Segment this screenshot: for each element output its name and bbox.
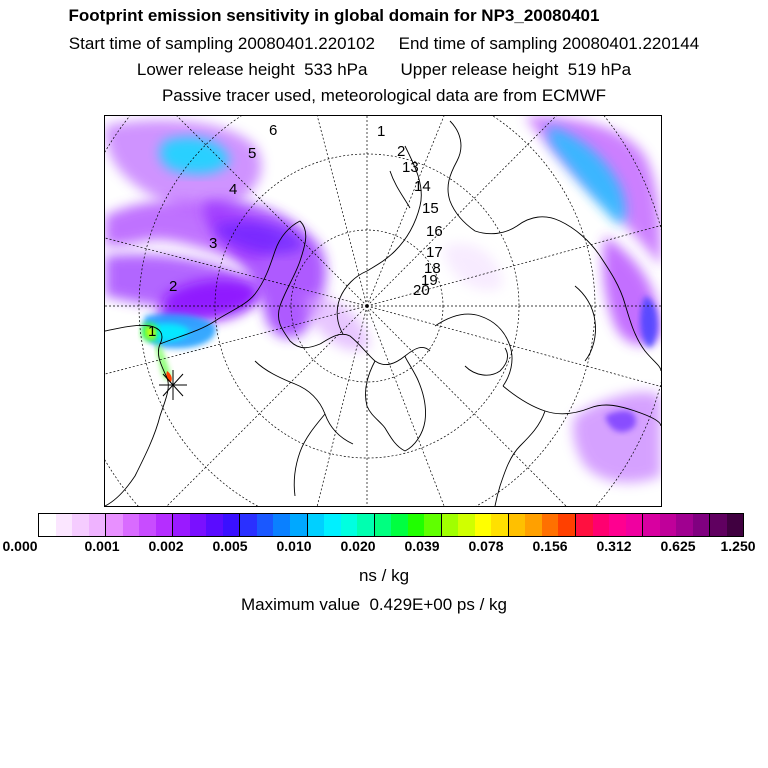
colorbar-segment: [308, 514, 325, 536]
colorbar-segment: [424, 514, 442, 536]
colorbar-segment: [39, 514, 56, 536]
day-marker: 19: [421, 272, 438, 289]
day-marker: 20: [413, 282, 430, 299]
day-marker: 13: [402, 159, 419, 176]
colorbar-segment: [676, 514, 693, 536]
colorbar-tick: 0.039: [404, 538, 440, 554]
colorbar-segment: [89, 514, 107, 536]
colorbar-segment: [106, 514, 123, 536]
colorbar-tick: 0.000: [2, 538, 38, 554]
colorbar-segment: [240, 514, 257, 536]
day-marker: 5: [248, 145, 257, 162]
colorbar-tick: 0.078: [468, 538, 504, 554]
colorbar-unit: ns / kg: [358, 566, 410, 585]
colorbar-segment: [442, 514, 459, 536]
colorbar-tick: 0.156: [532, 538, 568, 554]
colorbar-segment: [375, 514, 392, 536]
colorbar-segment: [357, 514, 375, 536]
colorbar-tick: 0.001: [84, 538, 120, 554]
colorbar-segment: [408, 514, 425, 536]
colorbar: [38, 513, 744, 537]
colorbar-tick-labels: [0, 538, 768, 558]
colorbar-tick: 0.625: [660, 538, 696, 554]
colorbar-segment: [139, 514, 156, 536]
colorbar-segment: [391, 514, 408, 536]
day-marker: 14: [414, 178, 431, 195]
colorbar-segment: [525, 514, 542, 536]
day-marker: 17: [426, 244, 443, 261]
colorbar-segment: [223, 514, 241, 536]
map-canvas: [105, 116, 661, 506]
day-marker: 15: [422, 200, 439, 217]
colorbar-segment: [458, 514, 475, 536]
day-marker: 3: [209, 235, 218, 252]
colorbar-segment: [156, 514, 174, 536]
colorbar-segment: [341, 514, 358, 536]
colorbar-segment: [660, 514, 677, 536]
colorbar-segment: [727, 514, 744, 536]
colorbar-segment: [190, 514, 207, 536]
colorbar-segment: [475, 514, 492, 536]
map-title: Footprint emission sensitivity in global domain for NP3_20080401: [68, 6, 600, 25]
tracer-info-line: Passive tracer used, meteorological data are from ECMWF: [161, 86, 607, 105]
colorbar-segment: [491, 514, 509, 536]
colorbar-segment: [123, 514, 140, 536]
day-marker: 1: [377, 123, 386, 140]
colorbar-segment: [257, 514, 274, 536]
day-marker: 6: [269, 122, 278, 139]
colorbar-segment: [576, 514, 593, 536]
colorbar-tick: 0.002: [148, 538, 184, 554]
colorbar-segment: [693, 514, 711, 536]
release-height-line: Lower release height 533 hPa Upper release height 519 hPa: [136, 60, 632, 79]
colorbar-segment: [710, 514, 727, 536]
colorbar-segment: [56, 514, 73, 536]
colorbar-tick: 0.005: [212, 538, 248, 554]
colorbar-segment: [173, 514, 190, 536]
colorbar-segment: [72, 514, 89, 536]
colorbar-segment: [273, 514, 290, 536]
day-marker: 2: [397, 143, 406, 160]
sampling-time-line: Start time of sampling 20080401.220102 End time of sampling 20080401.220144: [68, 34, 700, 53]
colorbar-segment: [542, 514, 559, 536]
colorbar-segment: [626, 514, 644, 536]
footprint-map: [104, 115, 662, 507]
colorbar-segment: [643, 514, 660, 536]
colorbar-segment: [206, 514, 223, 536]
day-marker: 1: [148, 323, 157, 340]
colorbar-segment: [558, 514, 576, 536]
colorbar-segment: [324, 514, 341, 536]
day-marker: 16: [426, 223, 443, 240]
colorbar-segment: [509, 514, 526, 536]
emission-plume: [105, 116, 661, 483]
release-location-marker: [159, 370, 187, 400]
colorbar-segment: [609, 514, 626, 536]
colorbar-tick: 0.020: [340, 538, 376, 554]
colorbar-tick: 0.010: [276, 538, 312, 554]
colorbar-segment: [290, 514, 308, 536]
day-marker: 2: [169, 278, 178, 295]
day-marker: 4: [229, 181, 238, 198]
colorbar-tick: 1.250: [720, 538, 756, 554]
day-marker: 18: [424, 260, 441, 277]
colorbar-tick: 0.312: [596, 538, 632, 554]
maximum-value-label: Maximum value 0.429E+00 ps / kg: [241, 595, 507, 614]
colorbar-segment: [593, 514, 610, 536]
